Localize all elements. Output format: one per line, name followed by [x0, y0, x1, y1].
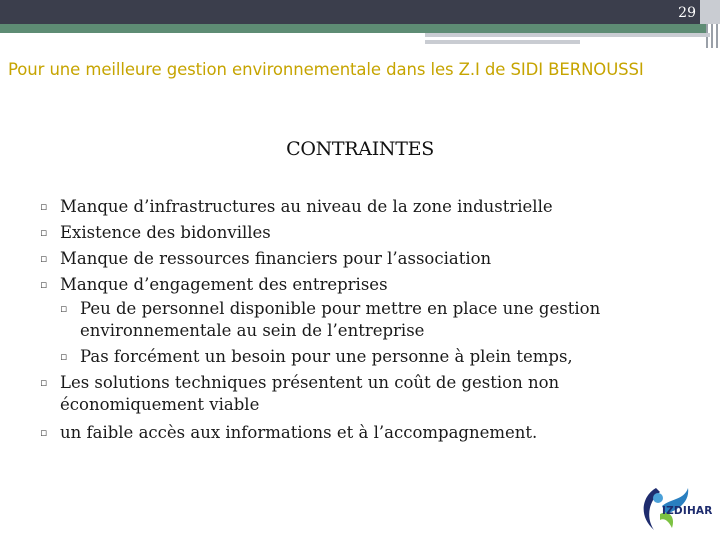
bullet-marker: ▫ [40, 200, 48, 213]
bullet-item [40, 194, 660, 220]
slide-number: 29 [678, 5, 696, 21]
bullet-text: Manque de ressources financiers pour l’association [60, 249, 492, 268]
sub-bullet-text: Pas forcément un besoin pour une personne à plein temps, [80, 347, 573, 366]
top-bar [0, 0, 700, 24]
bullet-marker: ▫ [40, 252, 48, 265]
decorative-rule [425, 33, 710, 37]
bullet-text: Les solutions techniques présentent un coût de gestion non économiquement viable [60, 373, 560, 414]
bullet-marker: ▫ [40, 226, 48, 239]
bullet-text: Manque d’infrastructures au niveau de la zone industrielle [60, 197, 553, 216]
bullet-item [40, 272, 660, 298]
sub-bullet-text: Peu de personnel disponible pour mettre en place une gestion environnementale au sein de l’entreprise [80, 299, 601, 340]
bullet-item [40, 220, 660, 246]
bullet-marker: ▫ [40, 426, 48, 439]
logo-text: IZDIHAR [662, 505, 713, 517]
slide-heading: CONTRAINTES [286, 138, 434, 160]
decorative-rule-short [425, 40, 580, 44]
header-rule [0, 24, 706, 33]
bullet-list [40, 194, 660, 446]
bullet-text: Manque d’engagement des entreprises [60, 275, 388, 294]
bullet-item [40, 420, 660, 446]
sub-bullet-item [40, 298, 660, 342]
bullet-marker: ▫ [40, 376, 48, 389]
sub-bullet-item [40, 346, 660, 368]
top-bar-accent [700, 0, 720, 24]
bullet-marker: ▫ [60, 302, 68, 315]
bullet-marker: ▫ [40, 278, 48, 291]
bullet-marker: ▫ [60, 350, 68, 363]
bullet-item [40, 246, 660, 272]
bullet-text: Existence des bidonvilles [60, 223, 271, 242]
bullet-text: un faible accès aux informations et à l’accompagnement. [60, 423, 538, 442]
bullet-item [40, 372, 660, 416]
slide-subtitle: Pour une meilleure gestion environnementale dans les Z.I de SIDI BERNOUSSI [8, 60, 644, 79]
